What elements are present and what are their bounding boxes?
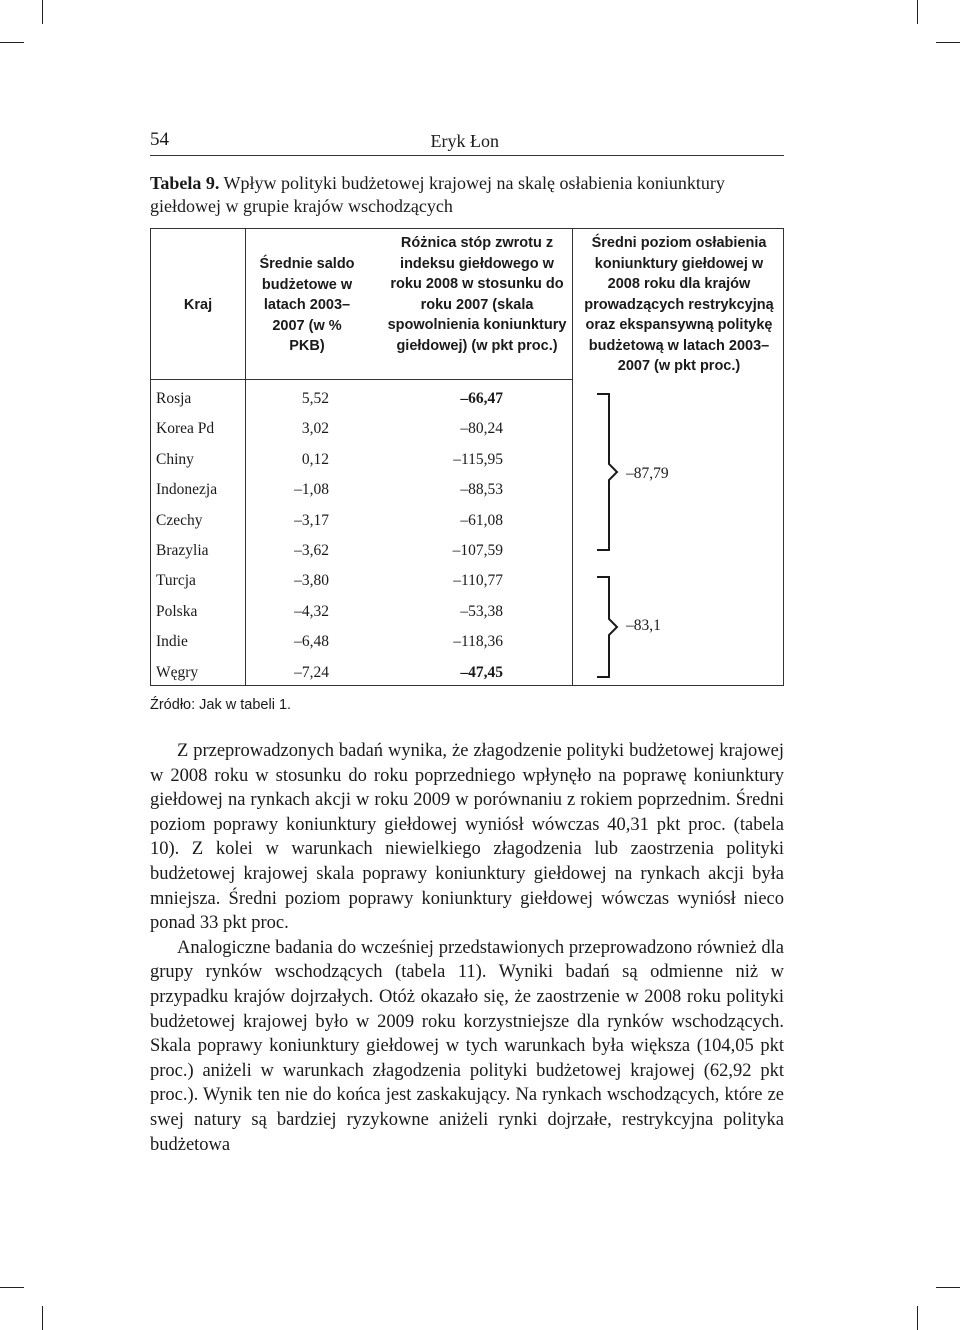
table-cell-country: Rosja <box>156 390 192 407</box>
table-cell-diff: –61,08 <box>460 511 503 529</box>
table-source-note: Źródło: Jak w tabeli 1. <box>150 697 292 713</box>
table-cell-country: Chiny <box>156 450 194 468</box>
paragraph: Z przeprowadzonych badań wynika, że złagodzenie polityki budżetowej krajowej w 2008 roku w stosunku do roku poprzedniego wpłynęło na poprawę koniunktury giełdowej na rynkach akcji w roku 2009 w porównaniu z rokiem poprzednim. Średni poziom poprawy koniunktury giełdowej wyniósł wówczas 40,31 pkt proc. (tabela 10). Z kolei w warunkach niewielkiego złagodzenia lub zaostrzenia polityki budżetowej krajowej skala poprawy koniunktury giełdowej na rynkach akcji była mniejsza. Średni poziom poprawy koniunktury giełdowej wówczas wyniósł nieco ponad 33 pkt proc. <box>150 741 784 934</box>
group-average-2: –83,1 <box>626 617 661 634</box>
table-caption <box>150 172 790 218</box>
header-balance: Średnie saldo budżetowe w latach 2003–2007 (w % PKB) <box>259 256 355 354</box>
table-cell-country: Węgry <box>156 663 199 681</box>
table-cell-balance: –3,62 <box>294 542 329 559</box>
group-brace-2 <box>591 575 621 679</box>
table-caption-label: Tabela 9. <box>150 173 220 193</box>
data-table <box>150 228 784 686</box>
table-cell-balance: –3,17 <box>294 511 329 529</box>
table-cell-country: Czechy <box>156 511 203 529</box>
group-average-1: –87,79 <box>626 465 669 482</box>
table-cell-balance: 5,52 <box>301 390 329 407</box>
column-divider <box>245 229 246 685</box>
header-avg: Średni poziom osłabienia koniunktury giełdowej w 2008 roku dla krajów prowadzących restrykcyjną oraz ekspansywną politykę budżetową w latach 2003–2007 (w pkt proc.) <box>584 235 774 374</box>
table-cell-country: Brazylia <box>156 542 209 559</box>
table-cell-balance: 0,12 <box>301 450 329 468</box>
table-cell-diff: –66,47 <box>460 390 503 407</box>
body-text <box>150 739 784 1157</box>
table-cell-diff: –107,59 <box>452 542 503 559</box>
column-divider <box>572 229 573 685</box>
crop-mark <box>936 42 960 43</box>
table-cell-country: Polska <box>156 602 198 620</box>
table-cell-country: Korea Pd <box>156 420 215 438</box>
table-cell-diff: –115,95 <box>453 450 503 468</box>
table-cell-diff: –110,77 <box>453 572 503 590</box>
table-cell-balance: –4,32 <box>294 602 329 620</box>
header-rule-line <box>151 379 572 380</box>
header-diff: Różnica stóp zwrotu z indeksu giełdowego w roku 2008 w stosunku do roku 2007 (skala spowolnienia koniunktury giełdowej) (w pkt proc.) <box>387 235 567 354</box>
table-cell-balance: –3,80 <box>294 572 329 590</box>
table-cell-diff: –47,45 <box>460 663 503 681</box>
table-cell-diff: –88,53 <box>460 481 503 499</box>
header-rule <box>150 155 784 156</box>
table-cell-country: Indonezja <box>156 481 218 499</box>
table-cell-balance: 3,02 <box>301 420 329 438</box>
table-cell-balance: –7,24 <box>294 663 329 681</box>
crop-mark <box>42 1306 43 1330</box>
crop-mark <box>917 0 918 24</box>
table-cell-diff: –53,38 <box>460 602 503 620</box>
crop-mark <box>917 1306 918 1330</box>
table-cell-diff: –80,24 <box>460 420 503 438</box>
table-cell-balance: –6,48 <box>294 633 329 651</box>
page-number: 54 <box>150 129 169 150</box>
crop-mark <box>42 0 43 24</box>
crop-mark <box>0 1287 24 1288</box>
table-cell-country: Turcja <box>156 572 196 590</box>
crop-mark <box>0 42 24 43</box>
table-cell-country: Indie <box>156 633 188 651</box>
table-cell-balance: –1,08 <box>294 481 329 499</box>
table-caption-text: Wpływ polityki budżetowej krajowej na skalę osłabienia koniunktury giełdowej w grupie krajów wschodzących <box>150 173 725 216</box>
running-head-author: Eryk Łon <box>430 131 499 151</box>
group-brace-1 <box>591 392 621 552</box>
paragraph: Analogiczne badania do wcześniej przedstawionych przeprowadzono również dla grupy rynków wschodzących (tabela 11). Wyniki badań są odmienne niż w przypadku krajów dojrzałych. Otóż okazało się, że zaostrzenie w 2008 roku polityki budżetowej krajowej było w 2009 roku korzystniejsze dla rynków wschodzących. Skala poprawy koniunktury giełdowej w tych warunkach była większa (104,05 pkt proc.) aniżeli w warunkach złagodzenia polityki budżetowej krajowej (62,92 pkt proc.). Wynik ten nie do końca jest zaskakujący. Na rynkach wschodzących, które ze swej natury są bardziej ryzykowne aniżeli rynki dojrzałe, restrykcyjna polityka budżetowa <box>150 937 784 1155</box>
table-cell-diff: –118,36 <box>453 633 503 651</box>
header-country: Kraj <box>183 297 213 313</box>
crop-mark <box>936 1287 960 1288</box>
